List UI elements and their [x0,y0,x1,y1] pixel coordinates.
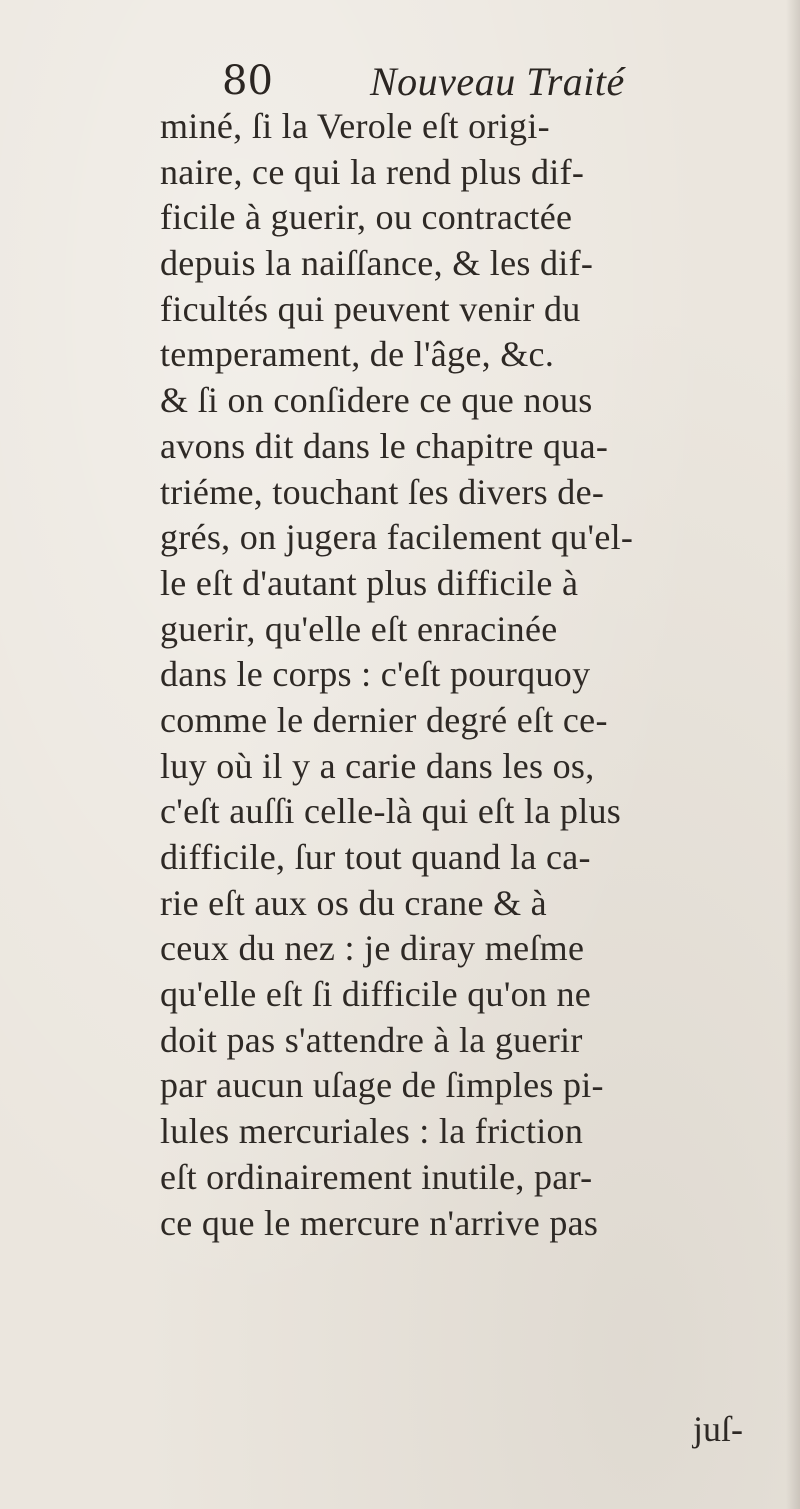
text-line: ce que le mercure n'arrive pas [160,1202,599,1243]
text-line: qu'elle eſt ſi difficile qu'on ne [160,974,592,1015]
text-line: avons dit dans le chapitre qua- [160,425,609,466]
running-title: Nouveau Traité [370,59,625,104]
text-line: par aucun uſage de ſimples pi- [160,1065,604,1106]
text-line: guerir, qu'elle eſt enracinée [160,608,558,649]
running-head [222,58,702,108]
text-line: eſt ordinairement inutile, par- [160,1156,593,1197]
text-line: triéme, touchant ſes divers de- [160,471,605,512]
text-line: dans le corps : c'eſt pourquoy [160,654,591,695]
text-line: depuis la naiſſance, & les dif- [160,243,594,284]
catchword: juſ- [693,1409,743,1449]
text-line: naire, ce qui la rend plus dif- [160,151,585,192]
text-line: temperament, de l'âge, &c. [160,334,555,375]
text-line: c'eſt auſſi celle-là qui eſt la plus [160,791,622,832]
page-gutter-shadow [786,0,800,1509]
text-line: rie eſt aux os du crane & à [160,882,547,923]
text-line: lules mercuriales : la friction [160,1111,584,1152]
text-line: ceux du nez : je diray meſme [160,928,585,969]
text-line: doit pas s'attendre à la guerir [160,1019,583,1060]
body-text [160,104,770,1246]
text-line: ficultés qui peuvent venir du [160,288,581,329]
text-line: le eſt d'autant plus difficile à [160,562,579,603]
text-line: & ſi on conſidere ce que nous [160,380,593,421]
text-line: difficile, ſur tout quand la ca- [160,837,591,877]
text-line: miné, ſi la Verole eſt origi- [160,106,550,146]
text-line: luy où il y a carie dans les os, [160,745,595,786]
text-line: ficile à guerir, ou contractée [160,197,573,238]
text-line: grés, on jugera facilement qu'el- [160,517,634,558]
text-line: comme le dernier degré eſt ce- [160,699,608,740]
page-number: 80 [222,58,273,104]
